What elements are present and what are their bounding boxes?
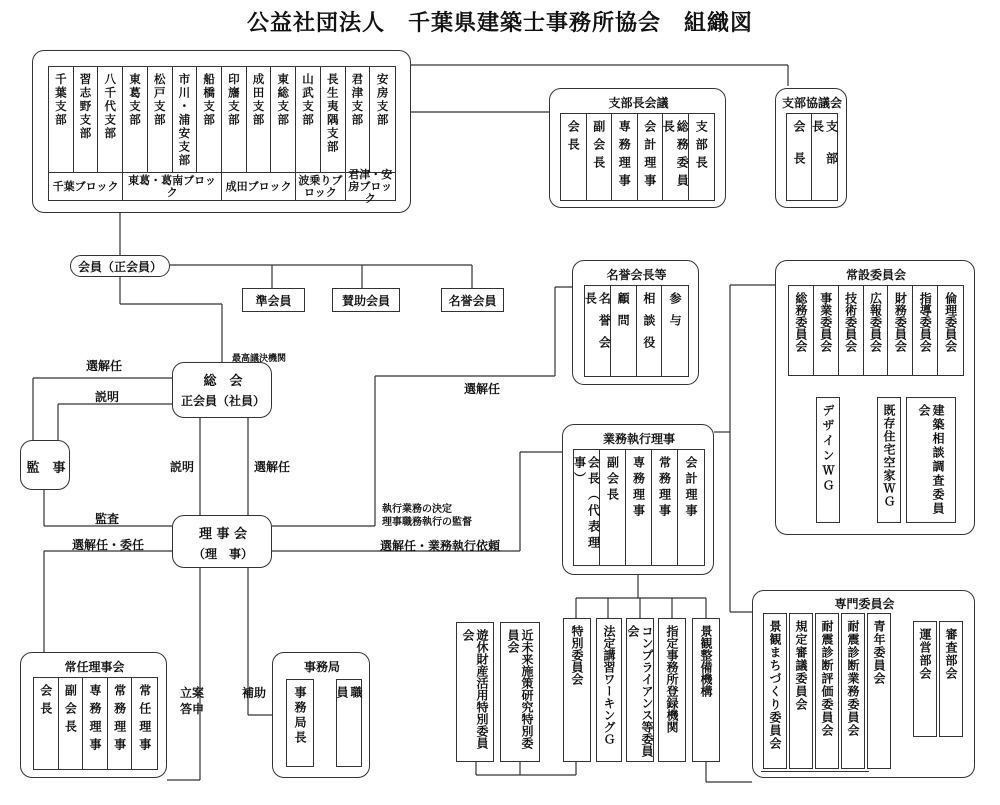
standing-committee-item-5: 指導委員会 [913, 286, 938, 375]
standing-committee-item-3: 広報委員会 [864, 286, 889, 375]
branch-3: 東葛支部 [123, 67, 148, 172]
branch-9: 東総支部 [271, 67, 296, 172]
label-elect-honorary: 選解任 [464, 382, 501, 396]
honorary-chair-item-2: 相談役 [637, 286, 663, 376]
branch-10: 山武支部 [296, 67, 321, 172]
branch-12: 君津支部 [346, 67, 371, 172]
branch-council-box [775, 88, 847, 208]
standing-board-title: 常任理事会 [64, 660, 125, 674]
expert-committee-3: 耐震診断業務委員会 [841, 613, 865, 769]
label-report: 答申 [180, 702, 205, 716]
expert-committee-5: 運営部会 [913, 621, 937, 737]
regular-member: 会員（正会員） [70, 255, 170, 277]
branch-2: 八千代支部 [98, 67, 123, 172]
block-0: 千葉ブロック [49, 173, 123, 200]
standing-board-item-2: 専務理事 [83, 678, 108, 769]
branch-chiefs-meeting-box [549, 88, 726, 208]
standing-board-box [20, 652, 167, 778]
standing-board-item-1: 副会長 [59, 678, 84, 769]
label-supervise: 理事職務執行の監督 [382, 517, 472, 528]
secretariat-chief: 事務局長 [286, 679, 314, 767]
board-sub: （理 事） [192, 547, 253, 561]
executive-directors-title: 業務執行理事 [602, 432, 675, 446]
existing-housing-wg: 既存住宅空家ＷＧ [877, 397, 901, 523]
branch-chiefs-item-4: 総務委員長 [663, 114, 689, 200]
standing-committees-box [775, 260, 975, 535]
label-elect-delegate: 選解任・委任 [72, 538, 145, 552]
branch-13: 安房支部 [375, 73, 390, 127]
honorary-chair-item-3: 参与 [668, 292, 683, 336]
standing-committee-item-6: 倫理委員会 [943, 292, 958, 352]
supporting-member: 賛助会員 [332, 288, 400, 312]
label-elect-request: 選解任・業務執行依頼 [380, 539, 501, 553]
standing-board-item-4: 常任理事 [137, 684, 152, 756]
special-committee-2: 特別委員会 [563, 618, 591, 762]
general-meeting-title: 総 会 [203, 374, 243, 389]
branch-chiefs-meeting-title: 支部長会議 [608, 96, 669, 110]
label-elect-2: 選解任 [254, 460, 291, 474]
branch-council-title: 支部協議会 [781, 96, 842, 110]
expert-committee-2: 耐震診断評価委員会 [815, 613, 839, 769]
executive-director-item-0: 会長（代表理事） [574, 450, 600, 565]
expert-committees-box [752, 590, 975, 778]
label-audit: 監査 [95, 512, 120, 526]
branch-11: 長生夷隅支部 [321, 67, 346, 172]
expert-committee-1: 規定審議委員会 [789, 613, 813, 769]
block-4: 君津・安房ブロック [348, 167, 393, 205]
honorary-chair-item-1: 顧問 [611, 286, 637, 376]
design-wg: デザインＷＧ [816, 397, 840, 523]
general-meeting-box [172, 362, 272, 418]
standing-board-item-0: 会長 [34, 678, 59, 769]
label-explain-1: 説明 [95, 390, 120, 404]
branches-box [32, 50, 411, 213]
block-1: 東葛・葛南ブロック [123, 173, 222, 200]
general-meeting-note: 最高議決機関 [232, 354, 287, 364]
branch-chiefs-item-3: 会計理事 [638, 114, 664, 200]
standing-committee-item-1: 事業委員会 [814, 286, 839, 375]
label-explain-2: 説明 [170, 460, 195, 474]
branch-4: 松戸支部 [148, 67, 173, 172]
block-2: 成田ブロック [222, 173, 296, 200]
executive-director-item-3: 常務理事 [652, 450, 678, 565]
special-committee-0: 遊休財産活用特別委員会 [456, 622, 494, 762]
expert-committees-title: 専門委員会 [834, 597, 895, 611]
branch-5: 市川・浦安支部 [173, 67, 198, 172]
label-assist: 補助 [242, 686, 267, 700]
branch-0: 千葉支部 [49, 67, 74, 172]
honorary-chair-title: 名誉会長等 [606, 268, 667, 282]
special-committee-4: コンプライアンス等委員会 [626, 618, 654, 762]
branch-council-grid [786, 113, 838, 201]
honorary-member: 名誉会員 [441, 288, 504, 312]
board-box [172, 515, 272, 568]
expert-committee-6: 審査部会 [939, 621, 963, 737]
branch-chiefs-item-0: 会長 [561, 114, 587, 200]
honorary-chair-grid [584, 285, 689, 377]
special-committee-6: 景観整備機構 [692, 618, 720, 762]
branch-council-item-0: 会長 [787, 114, 812, 200]
standing-committee-item-0: 総務委員会 [789, 286, 814, 375]
branch-chiefs-item-1: 副会長 [587, 114, 613, 200]
executive-director-item-2: 専務理事 [626, 450, 652, 565]
label-exec-decision: 執行業務の決定 [382, 504, 452, 515]
expert-committee-0: 景観まちづくり委員会 [763, 613, 787, 769]
branch-7: 印旛支部 [222, 67, 247, 172]
board-title: 理 事 会 [198, 527, 248, 542]
special-committee-1: 近未来施策研究特別委員会 [500, 622, 540, 762]
expert-committee-4: 青年委員会 [867, 613, 891, 769]
branch-chiefs-meeting-grid [560, 113, 715, 201]
branch-8: 成田支部 [247, 67, 272, 172]
special-committee-3: 法定講習ワーキングＧ [596, 618, 622, 762]
special-committee-5: 指定事務所登録機関 [658, 618, 686, 762]
branch-chiefs-item-2: 専務理事 [612, 114, 638, 200]
label-elect-1: 選解任 [86, 359, 123, 373]
secretariat-title: 事務局 [303, 660, 340, 674]
branch-council-item-1: 支部長 [810, 120, 839, 184]
branch-1: 習志野支部 [74, 67, 99, 172]
branch-chiefs-item-5: 支部長 [694, 120, 709, 174]
block-3: 波乗りブロック [296, 173, 345, 200]
standing-committee-item-4: 財務委員会 [888, 286, 913, 375]
executive-director-item-1: 副会長 [600, 450, 626, 565]
honorary-chair-box [572, 260, 699, 385]
standing-committees-grid [788, 285, 964, 376]
secretariat-box [272, 652, 370, 778]
standing-committee-item-2: 技術委員会 [839, 286, 864, 375]
branch-6: 船橋支部 [197, 67, 222, 172]
branch-grid [48, 66, 396, 205]
standing-board-item-3: 常務理事 [108, 678, 133, 769]
executive-directors-box [562, 424, 714, 575]
auditor-box [20, 440, 70, 490]
general-meeting-sub: 正会員（社員） [180, 394, 265, 408]
building-consultation-committee: 建築相談調査委員会 [906, 397, 956, 523]
honorary-chair-item-0: 名誉会長 [585, 286, 611, 376]
page-title: 公益社団法人 千葉県建築士事務所協会 組織図 [246, 11, 753, 36]
secretariat-staff: 職員 [336, 679, 362, 767]
associate-member: 準会員 [242, 288, 305, 312]
auditor-title: 監 事 [26, 461, 66, 476]
standing-board-grid [33, 677, 158, 770]
executive-directors-grid [573, 449, 705, 566]
executive-director-item-4: 会計理事 [684, 456, 698, 520]
standing-committees-title: 常設委員会 [845, 268, 906, 282]
label-proposal: 立案 [180, 686, 205, 700]
